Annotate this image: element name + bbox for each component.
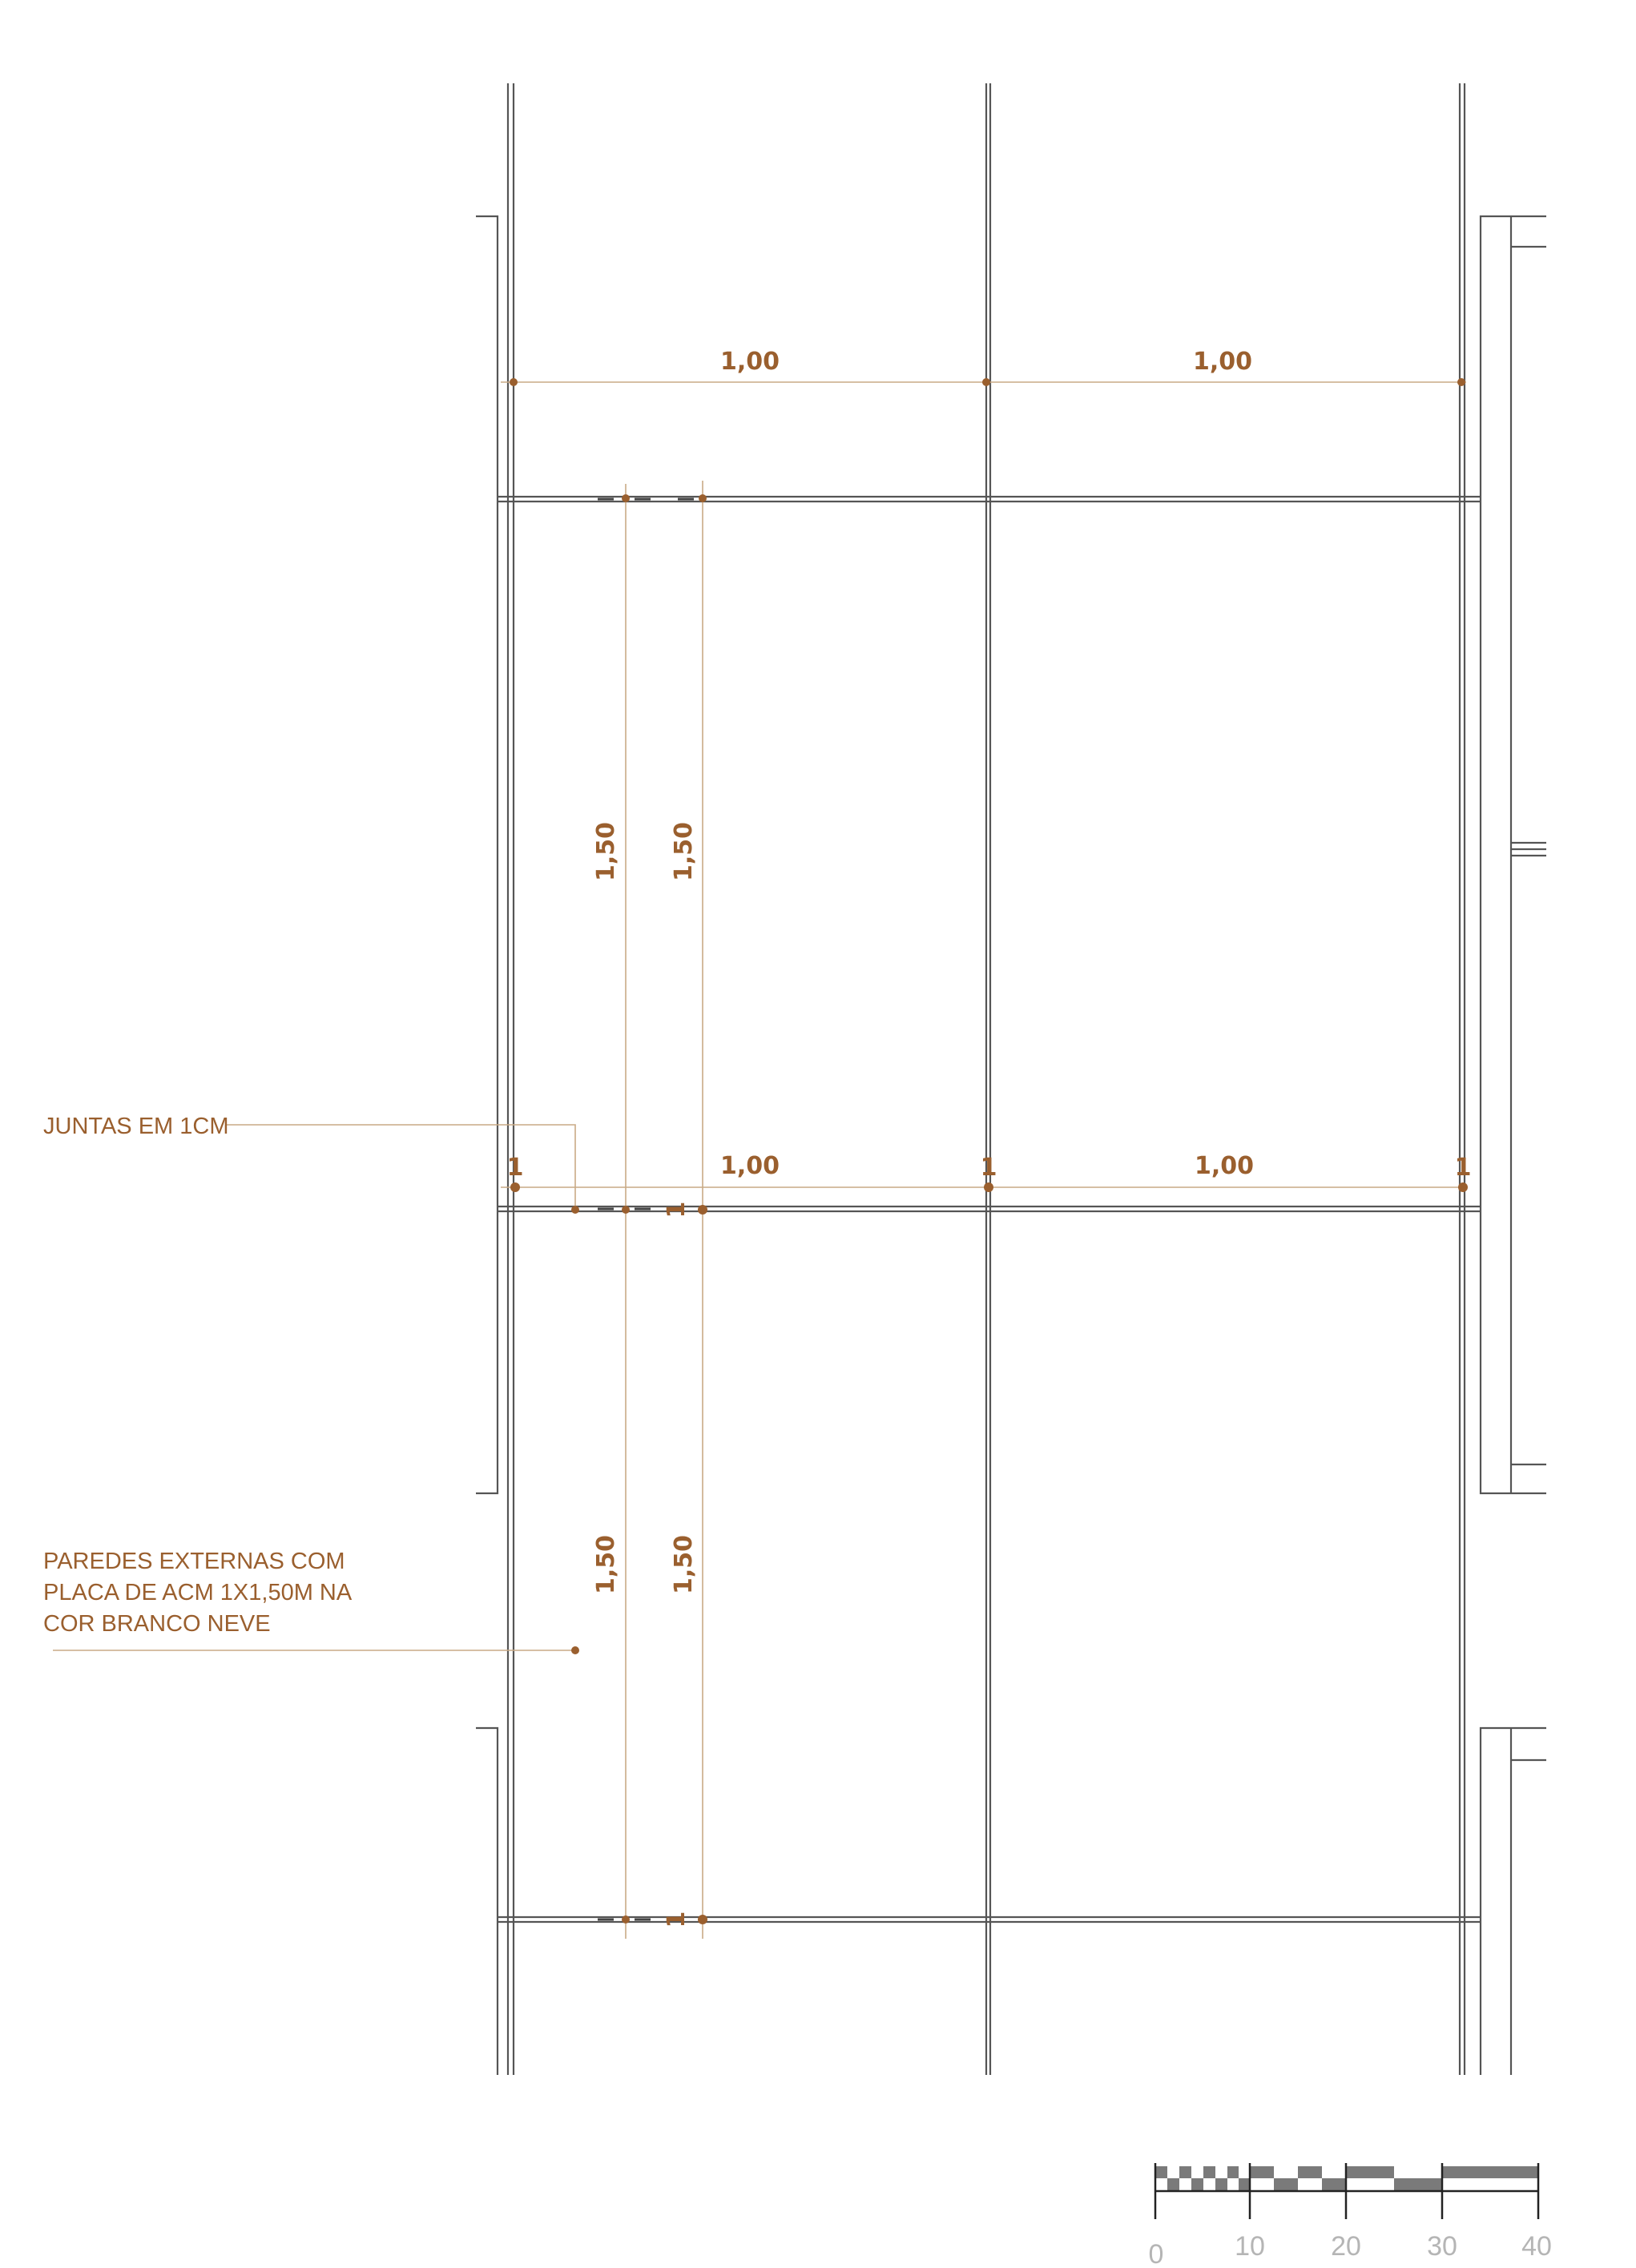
dim-dot bbox=[622, 1206, 630, 1214]
lower-height-b-label: 1,50 bbox=[670, 1534, 698, 1595]
scale-cell bbox=[1322, 2178, 1346, 2190]
scale-cell bbox=[1394, 2178, 1442, 2190]
dim-dot bbox=[510, 1182, 520, 1192]
dim-dot bbox=[622, 494, 630, 502]
annotations bbox=[43, 1114, 353, 1637]
left-bracket-upper bbox=[476, 216, 498, 1493]
walls-note-line-2: PLACA DE ACM 1X1,50M NA bbox=[43, 1580, 353, 1605]
joint-mark-label: 1 bbox=[980, 1154, 997, 1182]
dim-dot bbox=[699, 494, 707, 502]
scale-label: 20 bbox=[1331, 2231, 1361, 2262]
scale-cell bbox=[1346, 2166, 1394, 2178]
dim-dot bbox=[1457, 378, 1465, 386]
dim-dot bbox=[698, 1205, 707, 1215]
dim-dot bbox=[982, 378, 990, 386]
scale-cell bbox=[1227, 2166, 1239, 2178]
scale-label: 10 bbox=[1235, 2231, 1265, 2262]
dimension-labels bbox=[507, 348, 1472, 1928]
dimension-dots bbox=[510, 378, 1468, 1924]
dim-dot bbox=[1458, 1182, 1468, 1192]
joint-mark-label: 1 bbox=[663, 1201, 691, 1219]
upper-height-a-label: 1,50 bbox=[592, 821, 620, 882]
scale-cell bbox=[1298, 2166, 1322, 2178]
scale-label: 40 bbox=[1521, 2231, 1552, 2262]
walls-note-line-3: COR BRANCO NEVE bbox=[43, 1611, 271, 1637]
scale-cell bbox=[1442, 2166, 1538, 2178]
left-bracket-lower bbox=[476, 1728, 498, 2075]
scale-label: 0 bbox=[1148, 2239, 1164, 2268]
scale-cell bbox=[1167, 2178, 1179, 2190]
dim-dot bbox=[984, 1182, 993, 1192]
scale-cell bbox=[1179, 2166, 1191, 2178]
scale-cell bbox=[1250, 2166, 1274, 2178]
dim-dot bbox=[622, 1916, 630, 1924]
joint-mark-label: 1 bbox=[506, 1154, 524, 1182]
upper-height-b-label: 1,50 bbox=[670, 821, 698, 882]
scale-label: 30 bbox=[1427, 2231, 1457, 2262]
dim-dot bbox=[698, 1915, 707, 1924]
scale-cell bbox=[1239, 2178, 1250, 2190]
joint-mark-label: 1 bbox=[1454, 1154, 1472, 1182]
top-width-right-label: 1,00 bbox=[1192, 348, 1253, 376]
scale-cell bbox=[1191, 2178, 1203, 2190]
scale-cell bbox=[1215, 2178, 1227, 2190]
top-width-left-label: 1,00 bbox=[719, 348, 780, 376]
joint-mark-label: 1 bbox=[663, 1911, 691, 1928]
lower-height-a-label: 1,50 bbox=[592, 1534, 620, 1595]
dim-dot bbox=[571, 1646, 579, 1654]
scale-cell bbox=[1274, 2178, 1298, 2190]
mid-width-right-label: 1,00 bbox=[1194, 1152, 1255, 1180]
scale-cell bbox=[1155, 2166, 1167, 2178]
right-frame-lower bbox=[1481, 1728, 1546, 2075]
scale-bar bbox=[1149, 2163, 1552, 2268]
mid-width-left-label: 1,00 bbox=[719, 1152, 780, 1180]
dim-dot bbox=[571, 1206, 579, 1214]
joints-note: JUNTAS EM 1CM bbox=[43, 1114, 229, 1139]
scale-cell bbox=[1203, 2166, 1215, 2178]
dim-dot bbox=[510, 378, 518, 386]
walls-note-line-1: PAREDES EXTERNAS COM bbox=[43, 1549, 345, 1574]
